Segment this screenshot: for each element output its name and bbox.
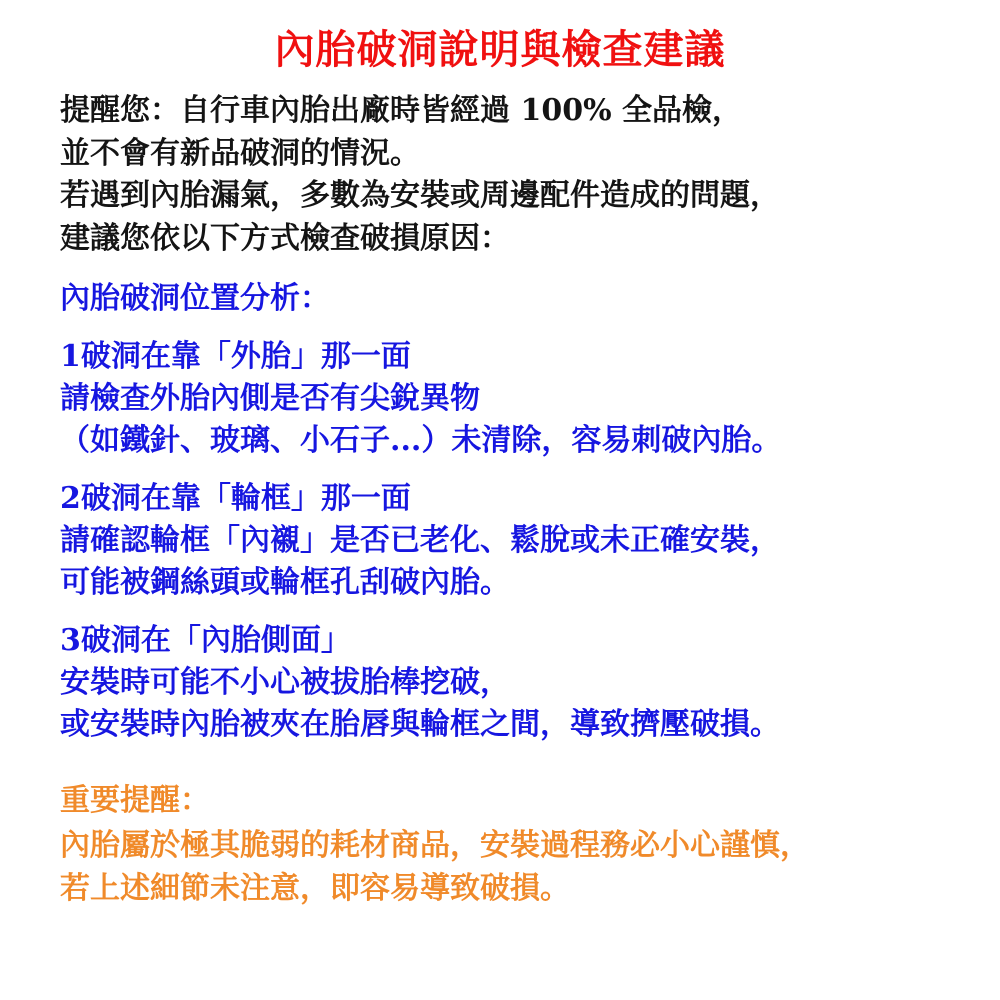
analysis-heading: 內胎破洞位置分析：: [60, 281, 330, 317]
case-line: 請檢查外胎內側是否有尖銳異物: [60, 381, 480, 417]
important-notice: [60, 780, 960, 910]
case-line: （如鐵針、玻璃、小石子...）未清除，容易刺破內胎。: [60, 423, 782, 459]
notice-heading: 重要提醒：: [60, 783, 210, 819]
case-item: [60, 478, 960, 604]
intro-line: 提醒您：自行車內胎出廠時皆經過 100% 全品檢，: [60, 93, 743, 128]
case-line: 安裝時可能不小心被拔胎棒挖破，: [60, 665, 510, 701]
case-line: 或安裝時內胎被夾在胎唇與輪框之間，導致擠壓破損。: [60, 707, 780, 743]
notice-line: 若上述細節未注意，即容易導致破損。: [60, 870, 570, 906]
intro-line: 並不會有新品破洞的情況。: [60, 135, 420, 171]
case-line: 請確認輪框「內襯」是否已老化、鬆脫或未正確安裝，: [60, 523, 780, 559]
case-item: [60, 620, 960, 746]
notice-line: 內胎屬於極其脆弱的耗材商品，安裝過程務必小心謹慎，: [60, 827, 810, 863]
analysis-section: [60, 278, 960, 746]
case-heading: 2破洞在靠「輪框」那一面: [60, 481, 411, 517]
case-heading: 3破洞在「內胎側面」: [60, 623, 351, 659]
case-heading: 1破洞在靠「外胎」那一面: [60, 339, 411, 375]
page-title: 內胎破洞說明與檢查建議: [274, 26, 726, 73]
intro-line: 建議您依以下方式檢查破損原因：: [60, 220, 510, 256]
intro-line: 若遇到內胎漏氣，多數為安裝或周邊配件造成的問題，: [60, 178, 780, 214]
intro-paragraph: [60, 90, 960, 260]
case-line: 可能被鋼絲頭或輪框孔刮破內胎。: [60, 565, 510, 601]
case-item: [60, 336, 960, 462]
